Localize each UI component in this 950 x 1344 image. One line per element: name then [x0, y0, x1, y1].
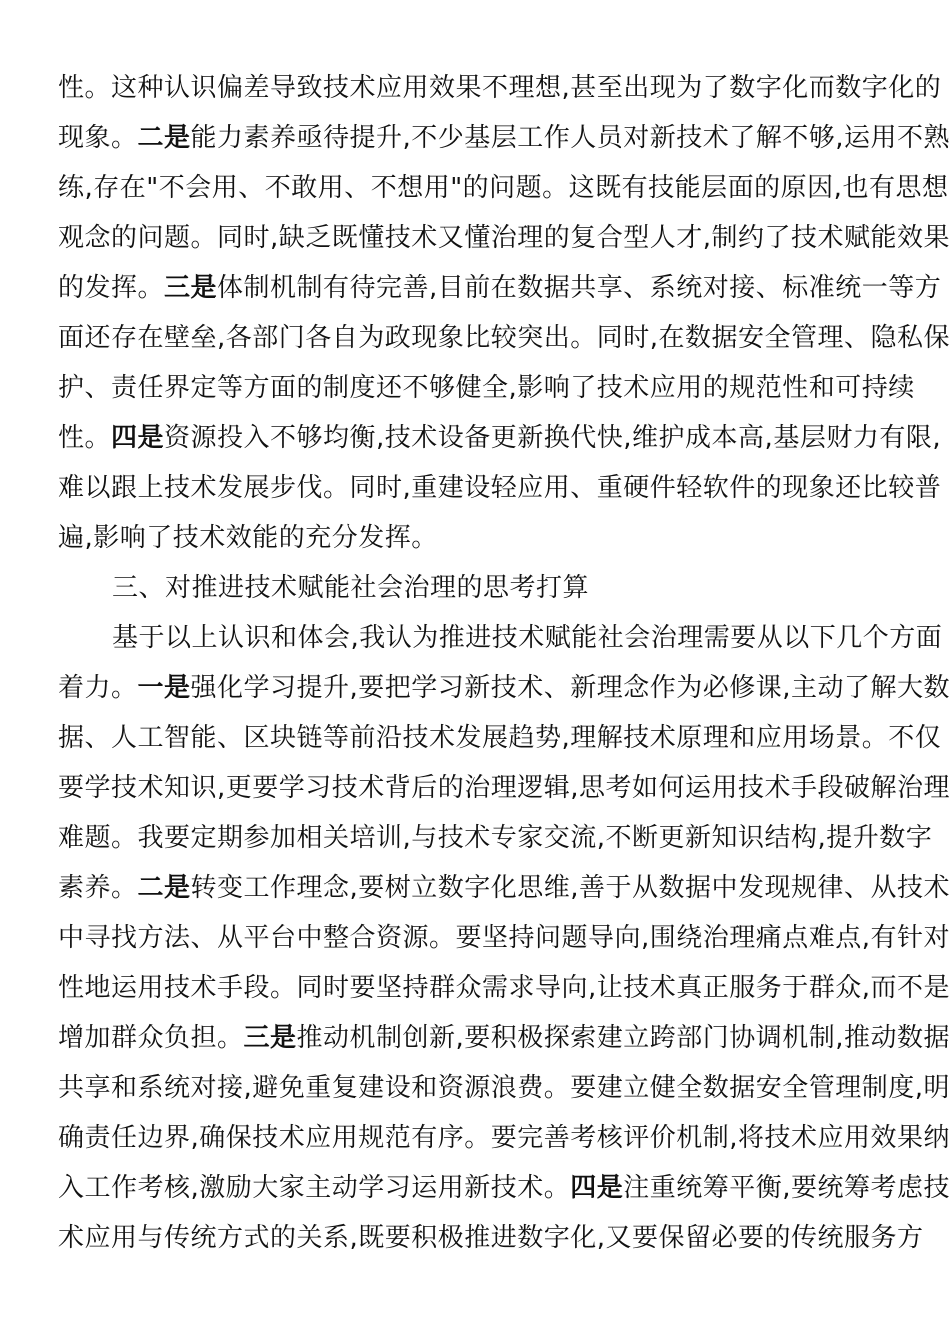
text-run: 中寻找方法、从平台中整合资源。要坚持问题导向,围绕治理痛点难点,有针对 [58, 923, 950, 953]
text-run: 观念的问题。同时,缺乏既懂技术又懂治理的复合型人才,制约了技术赋能效果 [58, 223, 950, 253]
text-run: 资源投入不够均衡,技术设备更新换代快,维护成本高,基层财力有限, [164, 423, 942, 453]
section-heading-text: 三、对推进技术赋能社会治理的思考打算 [112, 573, 590, 603]
text-run: 术应用与传统方式的关系,既要积极推进数字化,又要保留必要的传统服务方 [58, 1223, 924, 1253]
text-run: 据、人工智能、区块链等前沿技术发展趋势,理解技术原理和应用场景。不仅 [58, 723, 942, 753]
paragraph-line [58, 863, 950, 913]
bold-marker: 四是 [570, 1173, 624, 1203]
paragraph-line [58, 763, 950, 813]
text-run: 练,存在"不会用、不敢用、不想用"的问题。这既有技能层面的原因,也有思想 [58, 173, 949, 203]
section-heading [112, 563, 589, 613]
text-run: 难题。我要定期参加相关培训,与技术专家交流,不断更新知识结构,提升数字 [58, 823, 933, 853]
text-run: 体制机制有待完善,目前在数据共享、系统对接、标准统一等方 [217, 273, 942, 303]
text-run: 基于以上认识和体会,我认为推进技术赋能社会治理需要从以下几个方面 [112, 623, 943, 653]
paragraph-line [58, 263, 942, 313]
text-run: 性。这种认识偏差导致技术应用效果不理想,甚至出现为了数字化而数字化的 [58, 73, 942, 103]
paragraph-line [58, 963, 950, 1013]
paragraph-line [58, 313, 950, 363]
paragraph-line [58, 1063, 950, 1113]
paragraph-line [58, 1113, 950, 1163]
paragraph-line [58, 163, 949, 213]
paragraph-line [58, 913, 950, 963]
paragraph-line [58, 213, 950, 263]
text-run: 能力素养亟待提升,不少基层工作人员对新技术了解不够,运用不熟 [190, 123, 950, 153]
text-run: 增加群众负担。 [58, 1023, 244, 1053]
paragraph-line [58, 813, 933, 863]
bold-marker: 二是 [137, 873, 191, 903]
text-run: 面还存在壁垒,各部门各自为政现象比较突出。同时,在数据安全管理、隐私保 [58, 323, 950, 353]
text-run: 护、责任界定等方面的制度还不够健全,影响了技术应用的规范性和可持续 [58, 373, 915, 403]
text-run: 推动机制创新,要积极探索建立跨部门协调机制,推动数据 [296, 1023, 950, 1053]
paragraph-line [58, 113, 950, 163]
paragraph-line [58, 663, 950, 713]
text-run: 着力。 [58, 673, 138, 703]
paragraph-line [58, 1163, 950, 1213]
text-run: 难以跟上技术发展步伐。同时,重建设轻应用、重硬件轻软件的现象还比较普 [58, 473, 942, 503]
paragraph-line [58, 1013, 950, 1063]
text-run: 确责任边界,确保技术应用规范有序。要完善考核评价机制,将技术应用效果纳 [58, 1123, 950, 1153]
text-run: 现象。 [58, 123, 138, 153]
paragraph-line [58, 713, 942, 763]
text-run: 遍,影响了技术效能的充分发挥。 [58, 523, 438, 553]
text-run: 性。 [58, 423, 112, 453]
paragraph-line [58, 1213, 924, 1263]
text-run: 素养。 [58, 873, 138, 903]
text-run: 入工作考核,激励大家主动学习运用新技术。 [58, 1173, 571, 1203]
text-run: 强化学习提升,要把学习新技术、新理念作为必修课,主动了解大数 [190, 673, 950, 703]
text-run: 的发挥。 [58, 273, 165, 303]
paragraph-line [58, 63, 942, 113]
paragraph-line [58, 363, 915, 413]
bold-marker: 三是 [243, 1023, 297, 1053]
text-run: 性地运用技术手段。同时要坚持群众需求导向,让技术真正服务于群众,而不是 [58, 973, 950, 1003]
paragraph-line [58, 413, 942, 463]
bold-marker: 二是 [137, 123, 191, 153]
text-run: 要学技术知识,更要学习技术背后的治理逻辑,思考如何运用技术手段破解治理 [58, 773, 950, 803]
paragraph-line [58, 463, 942, 513]
text-run: 注重统筹平衡,要统筹考虑技 [623, 1173, 950, 1203]
bold-marker: 四是 [111, 423, 165, 453]
text-run: 转变工作理念,要树立数字化思维,善于从数据中发现规律、从技术 [190, 873, 950, 903]
bold-marker: 一是 [137, 673, 191, 703]
paragraph-line [58, 513, 894, 563]
text-run: 共享和系统对接,避免重复建设和资源浪费。要建立健全数据安全管理制度,明 [58, 1073, 950, 1103]
paragraph-line [112, 613, 943, 663]
bold-marker: 三是 [164, 273, 218, 303]
